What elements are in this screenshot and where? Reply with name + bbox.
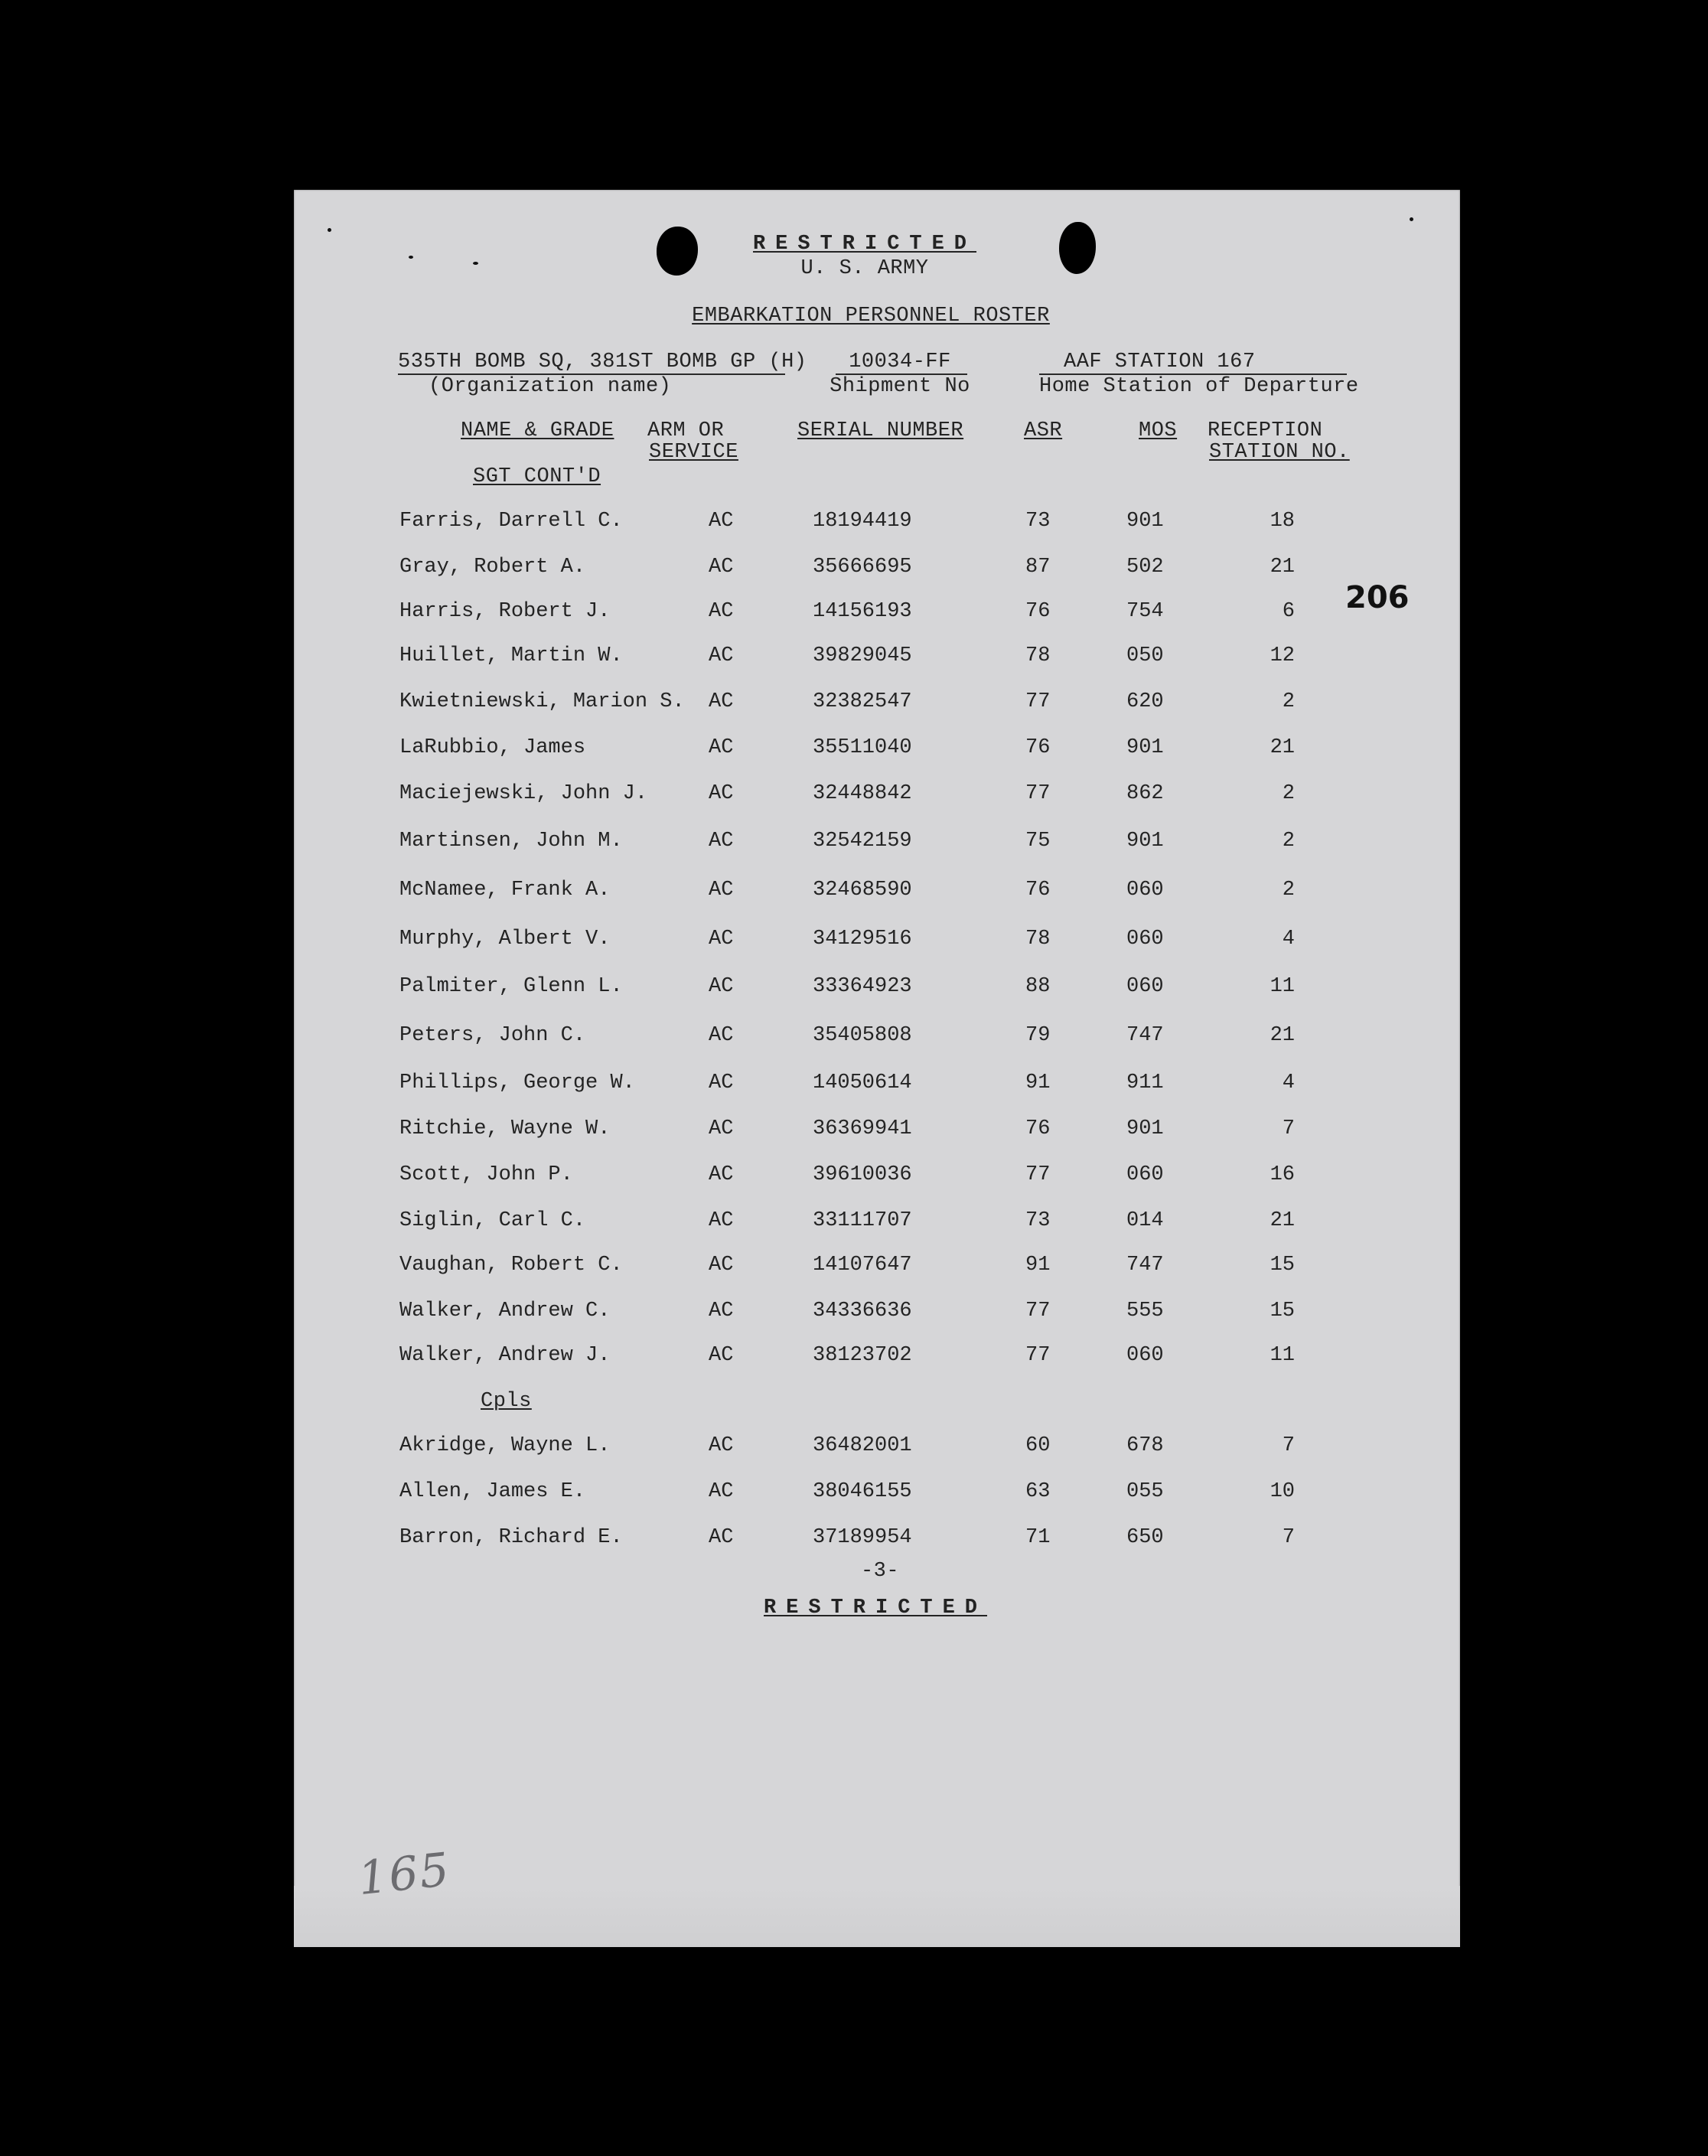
- reception-station: 10: [1270, 1480, 1295, 1503]
- mos-code: 060: [1126, 928, 1164, 951]
- asr-score: 73: [1025, 1209, 1051, 1232]
- mos-code: 050: [1126, 644, 1164, 667]
- army-label: U. S. ARMY: [800, 257, 929, 280]
- dust-speck: [409, 256, 413, 259]
- arm-service: AC: [709, 1117, 734, 1140]
- reception-station: 16: [1270, 1163, 1295, 1186]
- reception-station: 21: [1270, 736, 1295, 759]
- page-shadow: [294, 1886, 1460, 1947]
- arm-service: AC: [709, 1209, 734, 1232]
- name-grade: Gray, Robert A.: [399, 556, 586, 579]
- serial-number: 38046155: [813, 1480, 912, 1503]
- stamped-page-number: 206: [1345, 580, 1410, 615]
- mos-code: 620: [1126, 690, 1164, 713]
- name-grade: Phillips, George W.: [399, 1071, 635, 1094]
- serial-number: 38123702: [813, 1344, 912, 1367]
- arm-service: AC: [709, 1024, 734, 1047]
- organization-name: 535TH BOMB SQ, 381ST BOMB GP (H): [398, 351, 807, 373]
- handwritten-folio: 165: [355, 1842, 453, 1906]
- roster-title: EMBARKATION PERSONNEL ROSTER: [692, 305, 1050, 328]
- mos-code: 502: [1126, 556, 1164, 579]
- serial-number: 36482001: [813, 1434, 912, 1457]
- asr-score: 77: [1025, 1344, 1051, 1367]
- name-grade: Barron, Richard E.: [399, 1526, 623, 1549]
- roster-row: [0, 1254, 1708, 1280]
- arm-service: AC: [709, 1480, 734, 1503]
- shipment-number: 10034-FF: [849, 351, 951, 373]
- arm-service: AC: [709, 600, 734, 623]
- arm-service: AC: [709, 736, 734, 759]
- arm-service: AC: [709, 1300, 734, 1323]
- roster-row: [0, 1117, 1708, 1143]
- asr-score: 77: [1025, 1300, 1051, 1323]
- serial-number: 34129516: [813, 928, 912, 951]
- arm-service: AC: [709, 975, 734, 998]
- roster-row: [0, 1434, 1708, 1460]
- reception-station: 11: [1270, 1344, 1295, 1367]
- roster-row: [0, 1163, 1708, 1189]
- reception-station: 7: [1282, 1526, 1295, 1549]
- mos-code: 754: [1126, 600, 1164, 623]
- name-grade: Akridge, Wayne L.: [399, 1434, 611, 1457]
- mos-code: 555: [1126, 1300, 1164, 1323]
- mos-code: 747: [1126, 1024, 1164, 1047]
- reception-station: 4: [1282, 928, 1295, 951]
- asr-score: 73: [1025, 510, 1051, 533]
- asr-score: 76: [1025, 600, 1051, 623]
- mos-code: 060: [1126, 1344, 1164, 1367]
- name-grade: Huillet, Martin W.: [399, 644, 623, 667]
- home-station: AAF STATION 167: [1064, 351, 1256, 373]
- reception-station: 2: [1282, 830, 1295, 853]
- name-grade: Allen, James E.: [399, 1480, 586, 1503]
- classification-bottom: RESTRICTED: [763, 1597, 988, 1619]
- roster-row: [0, 975, 1708, 1001]
- asr-score: 91: [1025, 1254, 1051, 1277]
- roster-row: [0, 1526, 1708, 1552]
- mos-code: 901: [1126, 736, 1164, 759]
- serial-number: 39610036: [813, 1163, 912, 1186]
- reception-station: 7: [1282, 1434, 1295, 1457]
- serial-number: 35666695: [813, 556, 912, 579]
- asr-score: 88: [1025, 975, 1051, 998]
- reception-station: 21: [1270, 556, 1295, 579]
- name-grade: Palmiter, Glenn L.: [399, 975, 623, 998]
- reception-station: 18: [1270, 510, 1295, 533]
- arm-service: AC: [709, 644, 734, 667]
- name-grade: Siglin, Carl C.: [399, 1209, 586, 1232]
- arm-service: AC: [709, 1254, 734, 1277]
- reception-station: 4: [1282, 1071, 1295, 1094]
- section-heading-sgt: SGT CONT'D: [473, 465, 601, 488]
- roster-row: [0, 600, 1708, 626]
- arm-service: AC: [709, 690, 734, 713]
- col-header-name: NAME & GRADE: [461, 419, 614, 442]
- dust-speck: [473, 262, 478, 265]
- asr-score: 76: [1025, 736, 1051, 759]
- arm-service: AC: [709, 1344, 734, 1367]
- reception-station: 2: [1282, 879, 1295, 902]
- station-caption: Home Station of Departure: [1039, 375, 1359, 398]
- reception-station: 12: [1270, 644, 1295, 667]
- col-header-serial: SERIAL NUMBER: [797, 419, 964, 442]
- arm-service: AC: [709, 510, 734, 533]
- roster-row: [0, 830, 1708, 856]
- serial-number: 33364923: [813, 975, 912, 998]
- arm-service: AC: [709, 1071, 734, 1094]
- mos-code: 901: [1126, 510, 1164, 533]
- name-grade: Walker, Andrew J.: [399, 1344, 611, 1367]
- mos-code: 747: [1126, 1254, 1164, 1277]
- reception-station: 21: [1270, 1209, 1295, 1232]
- serial-number: 14107647: [813, 1254, 912, 1277]
- asr-score: 87: [1025, 556, 1051, 579]
- section-heading-cpls: Cpls: [481, 1390, 532, 1413]
- col-header-asr: ASR: [1024, 419, 1063, 442]
- roster-row: [0, 1209, 1708, 1235]
- mos-code: 060: [1126, 1163, 1164, 1186]
- name-grade: Vaughan, Robert C.: [399, 1254, 623, 1277]
- mos-code: 911: [1126, 1071, 1164, 1094]
- roster-row: [0, 556, 1708, 582]
- asr-score: 78: [1025, 928, 1051, 951]
- reception-station: 2: [1282, 782, 1295, 805]
- arm-service: AC: [709, 1526, 734, 1549]
- reception-station: 21: [1270, 1024, 1295, 1047]
- serial-number: 36369941: [813, 1117, 912, 1140]
- name-grade: Scott, John P.: [399, 1163, 573, 1186]
- roster-row: [0, 1480, 1708, 1506]
- serial-number: 35511040: [813, 736, 912, 759]
- roster-row: [0, 928, 1708, 954]
- name-grade: Farris, Darrell C.: [399, 510, 623, 533]
- reception-station: 7: [1282, 1117, 1295, 1140]
- name-grade: Harris, Robert J.: [399, 600, 611, 623]
- asr-score: 77: [1025, 690, 1051, 713]
- asr-score: 71: [1025, 1526, 1051, 1549]
- classification-top: RESTRICTED: [752, 233, 977, 256]
- mos-code: 060: [1126, 975, 1164, 998]
- arm-service: AC: [709, 879, 734, 902]
- serial-number: 34336636: [813, 1300, 912, 1323]
- serial-number: 32468590: [813, 879, 912, 902]
- serial-number: 35405808: [813, 1024, 912, 1047]
- serial-number: 32542159: [813, 830, 912, 853]
- serial-number: 32448842: [813, 782, 912, 805]
- asr-score: 63: [1025, 1480, 1051, 1503]
- page-number: -3-: [860, 1560, 900, 1583]
- col-header-mos: MOS: [1139, 419, 1178, 442]
- mos-code: 650: [1126, 1526, 1164, 1549]
- asr-score: 79: [1025, 1024, 1051, 1047]
- arm-service: AC: [709, 1434, 734, 1457]
- organization-caption: (Organization name): [429, 375, 672, 398]
- reception-station: 2: [1282, 690, 1295, 713]
- name-grade: Kwietniewski, Marion S.: [399, 690, 685, 713]
- shipment-caption: Shipment No: [830, 375, 970, 398]
- mos-code: 678: [1126, 1434, 1164, 1457]
- dust-speck: [1410, 217, 1413, 221]
- serial-number: 14156193: [813, 600, 912, 623]
- dust-speck: [328, 228, 331, 232]
- mos-code: 060: [1126, 879, 1164, 902]
- col-header-arm-1: ARM OR: [647, 419, 725, 442]
- asr-score: 77: [1025, 782, 1051, 805]
- asr-score: 60: [1025, 1434, 1051, 1457]
- arm-service: AC: [709, 1163, 734, 1186]
- name-grade: LaRubbio, James: [399, 736, 586, 759]
- roster-row: [0, 782, 1708, 808]
- reception-station: 15: [1270, 1300, 1295, 1323]
- arm-service: AC: [709, 830, 734, 853]
- roster-row: [0, 690, 1708, 716]
- reception-station: 11: [1270, 975, 1295, 998]
- serial-number: 14050614: [813, 1071, 912, 1094]
- name-grade: Murphy, Albert V.: [399, 928, 611, 951]
- serial-number: 32382547: [813, 690, 912, 713]
- name-grade: Martinsen, John M.: [399, 830, 623, 853]
- roster-row: [0, 510, 1708, 536]
- mos-code: 014: [1126, 1209, 1164, 1232]
- mos-code: 862: [1126, 782, 1164, 805]
- col-header-arm-2: SERVICE: [649, 441, 738, 464]
- mos-code: 055: [1126, 1480, 1164, 1503]
- col-header-reception-1: RECEPTION: [1208, 419, 1323, 442]
- serial-number: 39829045: [813, 644, 912, 667]
- name-grade: Walker, Andrew C.: [399, 1300, 611, 1323]
- arm-service: AC: [709, 782, 734, 805]
- roster-row: [0, 644, 1708, 670]
- reception-station: 6: [1282, 600, 1295, 623]
- mos-code: 901: [1126, 1117, 1164, 1140]
- roster-row: [0, 1344, 1708, 1370]
- arm-service: AC: [709, 928, 734, 951]
- roster-row: [0, 736, 1708, 762]
- serial-number: 33111707: [813, 1209, 912, 1232]
- roster-row: [0, 1300, 1708, 1326]
- asr-score: 77: [1025, 1163, 1051, 1186]
- asr-score: 78: [1025, 644, 1051, 667]
- name-grade: Peters, John C.: [399, 1024, 586, 1047]
- roster-row: [0, 1024, 1708, 1050]
- asr-score: 76: [1025, 1117, 1051, 1140]
- asr-score: 76: [1025, 879, 1051, 902]
- reception-station: 15: [1270, 1254, 1295, 1277]
- roster-row: [0, 879, 1708, 905]
- name-grade: Ritchie, Wayne W.: [399, 1117, 611, 1140]
- col-header-reception-2: STATION NO.: [1209, 441, 1350, 464]
- mos-code: 901: [1126, 830, 1164, 853]
- roster-row: [0, 1071, 1708, 1098]
- name-grade: McNamee, Frank A.: [399, 879, 611, 902]
- name-grade: Maciejewski, John J.: [399, 782, 648, 805]
- asr-score: 91: [1025, 1071, 1051, 1094]
- arm-service: AC: [709, 556, 734, 579]
- serial-number: 37189954: [813, 1526, 912, 1549]
- serial-number: 18194419: [813, 510, 912, 533]
- asr-score: 75: [1025, 830, 1051, 853]
